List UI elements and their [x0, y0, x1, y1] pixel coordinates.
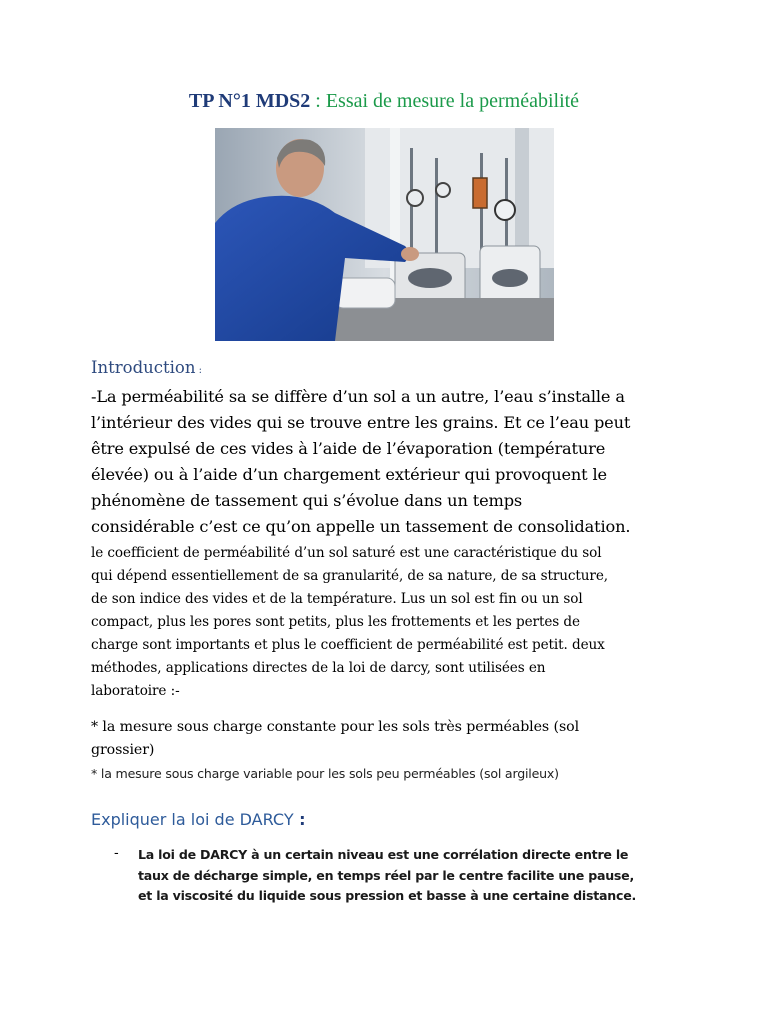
paragraph-line: charge sont importants et plus le coefficient de perméabilité est petit. deux: [91, 637, 605, 653]
introduction-paragraph-large: [91, 384, 701, 540]
bullet-variable-head: * la mesure sous charge variable pour les sols peu perméables (sol argileux): [91, 766, 559, 781]
paragraph-line: élevée) ou à l’aide d’un chargement extérieur qui provoquent le: [91, 465, 607, 484]
list-line: La loi de DARCY à un certain niveau est une corrélation directe entre le: [138, 847, 629, 862]
title-strong: TP N°1 MDS2: [188, 90, 311, 112]
darcy-heading-colon: :: [293, 810, 306, 829]
list-line: taux de décharge simple, en temps réel par le centre facilite une pause,: [138, 867, 634, 883]
paragraph-line: phénomène de tassement qui s’évolue dans un temps: [91, 491, 523, 510]
paragraph-line: l’intérieur des vides qui se trouve entre les grains. Et ce l’eau peut: [91, 413, 631, 432]
darcy-heading-text: Expliquer la loi de DARCY: [91, 810, 294, 829]
paragraph-line: laboratoire :-: [91, 683, 180, 699]
paragraph-line: compact, plus les pores sont petits, plus les frottements et les pertes de: [91, 614, 580, 630]
paragraph-line: -La perméabilité sa se diffère d’un sol a un autre, l’eau s’installe a: [91, 387, 625, 406]
bullet-line: grossier): [91, 742, 155, 758]
title-subtitle: : Essai de mesure la perméabilité: [310, 90, 580, 112]
paragraph-line: qui dépend essentiellement de sa granularité, de sa nature, de sa structure,: [91, 568, 608, 584]
introduction-heading-text: Introduction: [91, 358, 196, 377]
paragraph-line: être expulsé de ces vides à l’aide de l’évaporation (température: [91, 439, 606, 458]
darcy-explanation: [138, 845, 698, 907]
lab-photo-illustration: [215, 128, 554, 341]
introduction-paragraph-small: [91, 542, 691, 703]
lab-photo: [215, 128, 554, 341]
bullet-line: * la mesure sous charge constante pour les sols très perméables (sol: [91, 719, 580, 735]
paragraph-line: le coefficient de perméabilité d’un sol saturé est une caractéristique du sol: [91, 545, 602, 561]
darcy-heading: [91, 810, 306, 829]
introduction-heading: [91, 358, 202, 377]
paragraph-line: méthodes, applications directes de la loi de darcy, sont utilisées en: [91, 660, 546, 676]
list-dash-marker: -: [114, 846, 119, 861]
paragraph-line: de son indice des vides et de la température. Lus un sol est fin ou un sol: [91, 591, 583, 607]
paragraph-line: considérable c’est ce qu’on appelle un tassement de consolidation.: [91, 517, 631, 536]
page-title: [0, 88, 768, 114]
list-line: et la viscosité du liquide sous pression et basse à une certaine distance.: [138, 888, 637, 903]
introduction-heading-colon: :: [195, 365, 203, 376]
bullet-constant-head: [91, 716, 579, 762]
